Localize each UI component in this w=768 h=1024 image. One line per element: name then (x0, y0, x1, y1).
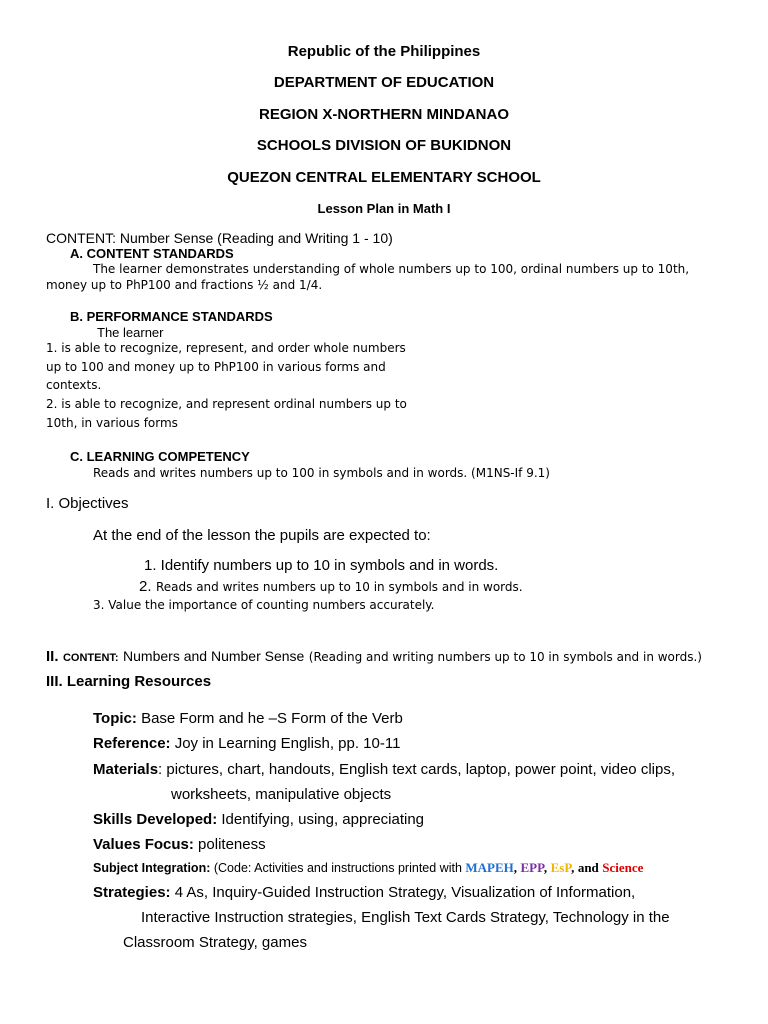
header-school: QUEZON CENTRAL ELEMENTARY SCHOOL (227, 169, 541, 186)
values-line (93, 836, 266, 853)
skills-label: Skills Developed: (93, 811, 218, 828)
learning-resources-heading: III. Learning Resources (46, 673, 212, 690)
learning-competency-heading: C. LEARNING COMPETENCY (70, 449, 250, 464)
header-region: REGION X-NORTHERN MINDANAO (259, 106, 509, 123)
objectives-heading: I. Objectives (46, 495, 129, 512)
subject-integration-label: Subject Integration: (93, 861, 211, 875)
content-section-number: II. (46, 648, 59, 665)
performance-standards-line: 1. is able to recognize, represent, and order whole numbers (46, 341, 406, 355)
content-section (46, 648, 702, 666)
header-republic: Republic of the Philippines (287, 43, 481, 60)
header-division: SCHOOLS DIVISION OF BUKIDNON (256, 137, 512, 154)
content-section-detail: (Reading and writing numbers up to 10 in symbols and in words.) (308, 650, 702, 664)
comma-separator: , (571, 860, 575, 875)
content-standards-line2: money up to PhP100 and fractions ½ and 1/4. (46, 278, 323, 292)
comma-separator: , (543, 860, 548, 875)
strategies-line3: Classroom Strategy, games (123, 934, 307, 951)
lesson-plan-title: Lesson Plan in Math I (317, 201, 451, 216)
topic-line (93, 710, 403, 727)
strategies-line (93, 884, 635, 901)
strategies-label: Strategies: (93, 884, 171, 901)
subject-esp: EsP (550, 860, 572, 875)
skills-line (93, 811, 424, 828)
objective-item-1: 1. Identify numbers up to 10 in symbols and in words. (144, 557, 499, 574)
content-section-title: Numbers and Number Sense (123, 648, 305, 664)
objective-item-2 (139, 578, 523, 596)
materials-value: : pictures, chart, handouts, English text cards, laptop, power point, video clips, (158, 761, 675, 778)
comma-separator: , (513, 860, 518, 875)
content-standards-heading: A. CONTENT STANDARDS (70, 246, 234, 261)
content-line: CONTENT: Number Sense (Reading and Writing 1 - 10) (46, 230, 393, 246)
reference-line (93, 735, 400, 752)
performance-standards-heading: B. PERFORMANCE STANDARDS (70, 309, 273, 324)
subject-science: Science (602, 860, 644, 875)
objective-item-2-text: Reads and writes numbers up to 10 in symbols and in words. (155, 580, 523, 594)
and-conjunction: and (577, 860, 599, 875)
strategies-line2: Interactive Instruction strategies, English Text Cards Strategy, Technology in the (141, 909, 670, 926)
materials-label: Materials (93, 761, 159, 778)
content-section-label: CONTENT: (62, 652, 119, 664)
skills-value: Identifying, using, appreciating (221, 811, 425, 828)
objective-item-3: 3. Value the importance of counting numbers accurately. (93, 598, 435, 612)
strategies-value: 4 As, Inquiry-Guided Instruction Strategy, Visualization of Information, (174, 884, 636, 901)
performance-standards-line: 10th, in various forms (46, 416, 178, 430)
subject-epp: EPP (520, 860, 544, 875)
subject-integration-line (93, 860, 643, 876)
values-label: Values Focus: (93, 836, 194, 853)
performance-standards-line: up to 100 and money up to PhP100 in various forms and (46, 360, 386, 374)
reference-value: Joy in Learning English, pp. 10-11 (174, 735, 401, 752)
topic-value: Base Form and he –S Form of the Verb (141, 710, 403, 727)
objective-item-2-number: 2. (139, 578, 152, 595)
objectives-intro: At the end of the lesson the pupils are expected to: (93, 527, 431, 544)
subject-mapeh: MAPEH (465, 860, 514, 875)
content-standards-line1: The learner demonstrates understanding of whole numbers up to 100, ordinal numbers up to 10th, (93, 262, 690, 276)
performance-standards-line: 2. is able to recognize, and represent ordinal numbers up to (46, 397, 407, 411)
learning-competency-text: Reads and writes numbers up to 100 in symbols and in words. (M1NS-If 9.1) (93, 466, 550, 480)
reference-label: Reference: (93, 735, 171, 752)
performance-standards-line: contexts. (46, 378, 102, 392)
performance-standards-intro: The learner (97, 325, 164, 340)
materials-line2: worksheets, manipulative objects (171, 786, 392, 803)
header-department: DEPARTMENT OF EDUCATION (273, 74, 495, 91)
materials-line (93, 761, 675, 778)
subject-integration-text: (Code: Activities and instructions printed with (213, 861, 462, 875)
topic-label: Topic: (93, 710, 137, 727)
values-value: politeness (198, 836, 266, 853)
